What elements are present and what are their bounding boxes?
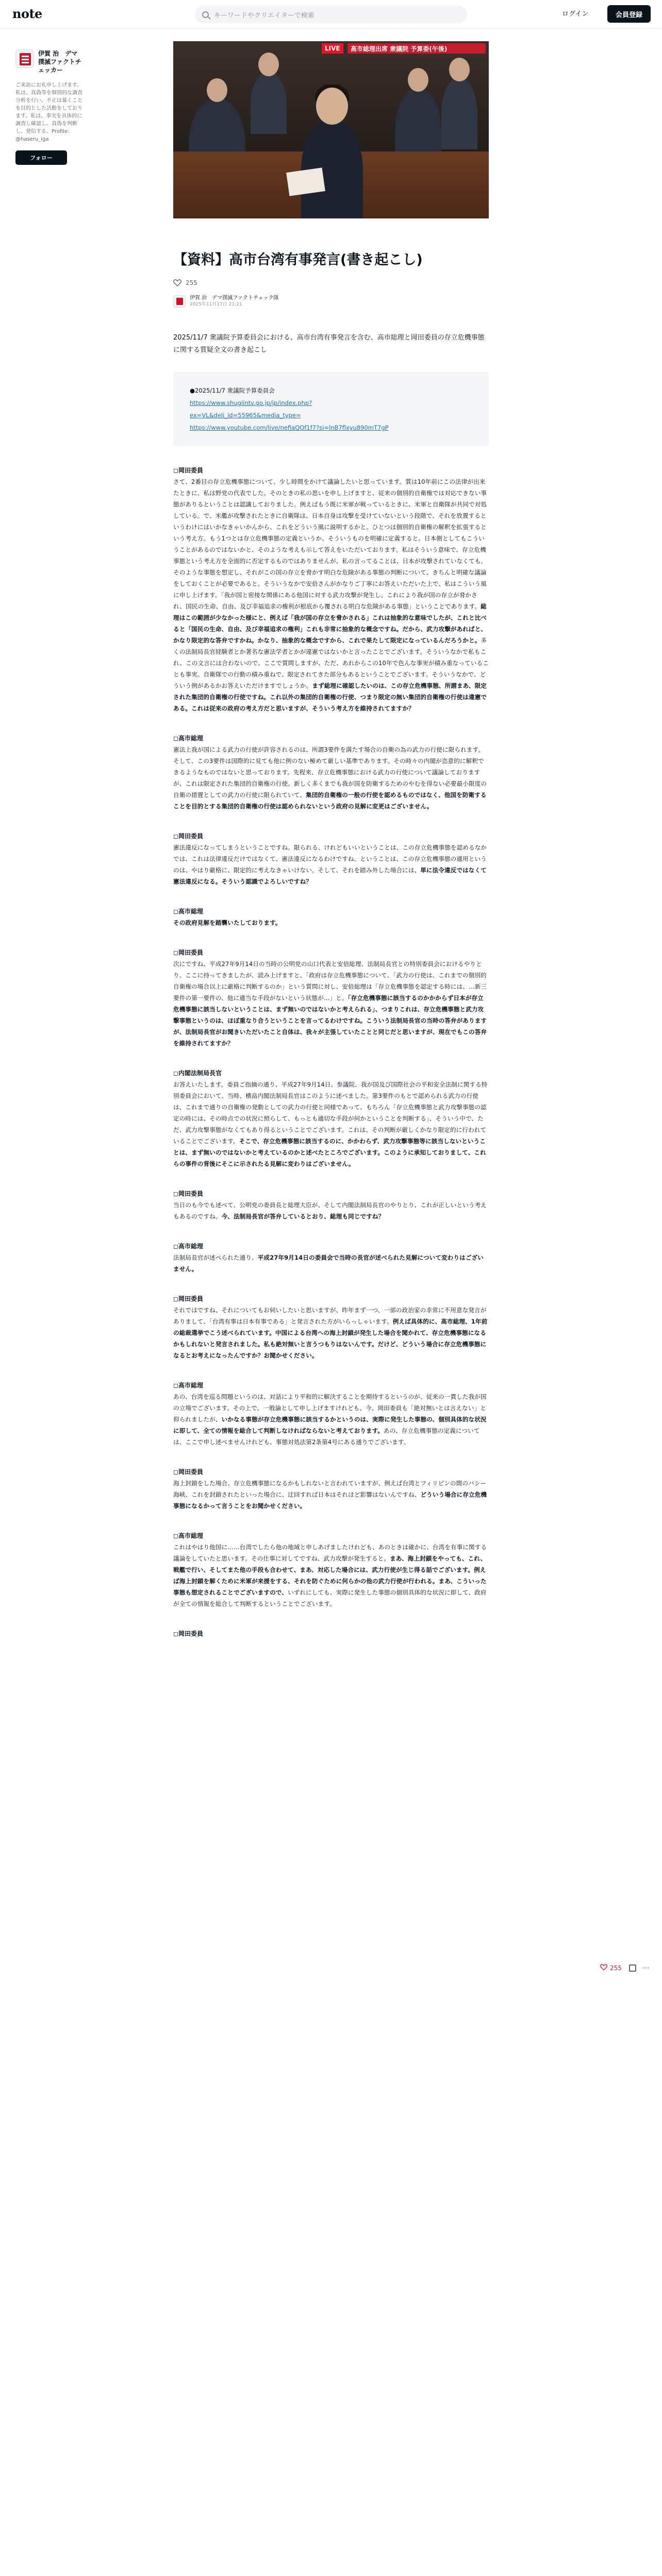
like-count: 255 <box>186 279 197 286</box>
plain-text: あの、存立危機事態の定義については、ここで申し述べませんけれども、事態対処法第2条第4号にある通りでございます。 <box>173 1427 480 1446</box>
floating-like-count: 255 <box>610 1964 622 1972</box>
creator-avatar[interactable] <box>15 49 34 68</box>
speaker-label: ◻︎内閣法制局長官 <box>173 1070 222 1077</box>
emphasis-text: いかなる事態が存立危機事態に該当するかというのは、実際に発生した事態の、個別具体的な状況に即して、全ての情報を総合して判断しなければならないと考えております。 <box>173 1416 487 1434</box>
emphasis-text: 平成27年9月14日の委員会で当時の長官が述べられた見解について変わりはございません。 <box>173 1254 484 1273</box>
speech-text <box>173 1304 489 1361</box>
live-badge: LIVE <box>322 43 343 54</box>
plain-text: あの、台湾を巡る問題というのは、対話により平和的に解決することを期待するというのが、従来の一貫した我が国の立場でございます。その上で、一般論として申し上げますけれども、今、岡田委員も「絶対無いとは言えない」と仰られましたが、 <box>173 1393 487 1423</box>
login-link[interactable]: ログイン <box>562 10 589 18</box>
plain-text: 次にですね、平成27年9月14日の当時の公明党の山口代表と安倍総理、法制局長官との特別委員会におけるやりとり。ここに持ってきましたが、読み上げますと、「政府は存立危機事態について、「武力の行使は、これまでの個別的自衛権の場合以上に厳格に判断するのか」という質問に対し、安倍総理は「存立危機事態を認定する時には、…新三要件の第一要件の、他に適当な手段がないという状態が…」と。 <box>173 960 487 1002</box>
speech-text <box>173 1079 489 1170</box>
plain-text: 多くの法制局長官経験者とか著名な憲法学者とかが違憲ではないかと言ったことでございます。そういうなかで私もこれ、この文言には合わないので、ここで質問しますが、ただ、あれからこの10年で色んな事実が積み重なっていることも事実。自衛隊での行動の積み重ねで、限定されてきた部分もあるということでございます。そういうなかで、どういう例があるかお答えいただけますでしょうか。 <box>173 637 489 689</box>
speaker-label: ◻︎高市総理 <box>173 1243 203 1250</box>
top-bar <box>0 0 662 29</box>
transcript <box>173 465 489 1639</box>
speaker-label: ◻︎高市総理 <box>173 1532 203 1539</box>
emphasis-text: 例えば具体的に、高市総理、1年前の総裁選挙でこう述べられています。中国による台湾への海上封鎖が発生した場合を聞かれて、存立危機事態になるかもしれないと発言されました。私も絶対無いと言うつもりはないんです。だけど、どういう場合に存立危機事態になるとお考えになったんですか？お聞かせください。 <box>173 1318 488 1359</box>
author-row <box>173 295 489 308</box>
plain-text: お答えいたします。委員ご指摘の通り、平成27年9月14日、参議院、我が国及び国際社会の平和安全法制に関する特別委員会において、当時、横畠内閣法制局長官はこのように述べました。第3要件のもとで認められる武力の行使は、これまで通りの自衛権の発動としての武力の行使と同様であって、もちろん「存立危機事態と武力攻撃事態の認定の時には、その時点での状況に照らして、もっとも適切な手段が何かということを判断する」、そういう中で、ただ、武力攻撃事態がなくてもあり得るということでございます。これは、その判断が厳しくかなり限定的に行われていることでございます。 <box>173 1081 488 1145</box>
speech-text <box>173 1541 489 1609</box>
emphasis-text: その政府見解を踏襲いたしております。 <box>173 919 282 926</box>
follow-label: フォロー <box>30 155 53 161</box>
speaker-label: ◻︎高市総理 <box>173 1382 203 1389</box>
source-link-1[interactable]: https://www.shugiintv.go.jp/jp/index.php? <box>190 399 312 406</box>
transcript-section <box>173 1293 489 1361</box>
share-icon[interactable] <box>629 1964 636 1972</box>
author-avatar[interactable] <box>173 295 186 308</box>
live-caption: 高市総理出席 衆議院 予算委(午後) <box>347 43 486 54</box>
speech-text <box>173 1478 489 1512</box>
speaker-label: ◻︎岡田委員 <box>173 833 203 840</box>
article <box>173 41 489 1639</box>
emphasis-text: 「存立危機事態に該当するのかかからず日本が存立危機事態に該当しないということは、まず無いのではないかと考えられる」、つまりこれは、存立危機事態と武力攻撃事態というのは、ほぼ重なり合うということを言ってるわけですね。こういう法制局長官の当時の答弁がありますが、法制局長官がお聞きいただいたこと自体は、我々が主張していたことと同じだと思いますが、現在でもこの答弁を維持されてますか？ <box>173 994 487 1047</box>
emphasis-text: そこで、存立危機事態に該当するのに、かかわらず、武力攻撃事態等に該当しないということは、まず無いのではないかと考えているのかと述べたところでございます。このように承知しておりまして、これらの事件の背後にそこに示されたる見解に変わりはございません。 <box>173 1138 486 1167</box>
article-lead: 2025/11/7 衆議院予算委員会における、高市台湾有事発言を含む、高市総理と岡田委員の存立危機事態に関する質疑全文の書き起こし <box>173 334 485 354</box>
speech-text <box>173 476 489 714</box>
speech-text <box>173 958 489 1049</box>
transcript-section <box>173 906 489 928</box>
creator-description: ご来訪にお礼申し上げます。私は、真偽等を個別的な調査分析を行い、不正は暴くことを目的とした活動をしております。私は、事実を具体的に調査し確認し、真偽を判断し、発信する。Profile：@haseru_iga <box>15 82 82 142</box>
transcript-section <box>173 1628 489 1639</box>
search-placeholder: キーワードやクリエイターで検索 <box>214 11 315 20</box>
creator-profile <box>15 49 82 165</box>
speaker-label: ◻︎岡田委員 <box>173 949 203 956</box>
plain-text: 憲法違反になってしまうということですね。限られる、けれどもいいということは、この存立危機事態を認めるなかでは、これは法律違反だけではなくて、憲法違反になるわけですね。ということは、この存立危機事態の適用というのは、やはり厳格に、限定的に考えなきゃいけない。そして、それを踏み外した場合には、 <box>173 844 487 874</box>
transcript-section <box>173 1188 489 1222</box>
source-date: ●2025/11/7 衆議院予算委員会 <box>190 387 275 394</box>
transcript-section <box>173 1466 489 1512</box>
plain-text: 憲法上我が国による武力の行使が許容されるのは、所謂3要件を満たす場合の自衛の為の武力の行使に限られます。そして、この3要件は国際的に見ても他に例のない極めて厳しい基準であります。その時々の内閣が恣意的に解釈できるようなものではないと思っております。先程来、存立危機事態における武力の行使について議論しておりますが、これは限定された集団的自衛権の行使。新しく多くまでも我が国を防衛するためのやむを得ない必要最小限度の自衛の措置としての武力の行使に限られていて、 <box>173 746 487 799</box>
speaker-label: ◻︎岡田委員 <box>173 1468 203 1476</box>
author-name[interactable]: 伊賀 治 デマ撲滅ファクトチェック隊 <box>190 295 279 301</box>
speech-text <box>173 1252 489 1275</box>
speaker-label: ◻︎岡田委員 <box>173 1190 203 1197</box>
plain-text: これはやはり他国に……台湾でしたら他の地域と申しあげましたけれども、あのときは確かに、台湾を有事に関する議論をしていたと思います。その仕事に対してですね、武力攻撃が発生すると。 <box>173 1544 487 1562</box>
emphasis-text: 総理はこの範囲が少なかった様にと、例えば「我が国の存立を脅かされる」これは抽象的な意味でしたが、これと比べると「国民の生命、自由、及び幸福追求の権利」これも非常に抽象的な概念ですね。だから、武力攻撃があればと、かなり限定的な答弁ですかね。かなり、抽象的な概念ですから、これで果たして限定になっているんだろうかと。 <box>173 603 487 644</box>
plain-text: いずれにしても、実際に発生した事態の個別具体的な状況に即して、政府が全ての情報を総合して判断するということでございます。 <box>173 1589 487 1607</box>
heart-icon[interactable] <box>600 1964 607 1972</box>
more-icon[interactable]: ⋯ <box>642 1964 650 1972</box>
transcript-section <box>173 1067 489 1170</box>
transcript-section <box>173 831 489 887</box>
creator-name[interactable]: 伊賀 治 デマ撲滅ファクトチェッカー <box>38 50 81 74</box>
plain-text: 海上封鎖をした場合、存立危機事態になるかもしれないと言われていますが、例えば台湾とフィリピンの間のバシー海峡、これを封鎖されたといった場合に、迂回すれば日本はそれほど影響はないんですね、 <box>173 1480 487 1498</box>
heart-icon[interactable] <box>173 279 181 286</box>
plain-text: それではですね、それについてもお伺いしたいと思いますが、昨年まず一つ、一部の政治家の非常に不用意な発言がありまして、「台湾有事は日本有事である」と発言された方がいらっしゃいます。 <box>173 1307 487 1325</box>
transcript-section <box>173 1241 489 1275</box>
note-logo[interactable]: note <box>12 6 42 21</box>
transcript-section <box>173 1380 489 1448</box>
source-box <box>173 372 489 446</box>
speech-text <box>173 744 489 812</box>
follow-button[interactable] <box>15 150 67 165</box>
emphasis-text: 単に法令違反ではなくて憲法違反になる。そういう認識でよろしいですね？ <box>173 867 487 885</box>
article-title: 【資料】高市台湾有事発言(書き起こし) <box>173 252 423 268</box>
signup-button[interactable]: 会員登録 <box>607 5 651 23</box>
speaker-label: ◻︎高市総理 <box>173 735 203 742</box>
emphasis-text: どういう場合に存立危機事態になるかって言うことをお聞かせください。 <box>173 1491 487 1510</box>
emphasis-text: まず総理に確認したいのは、この存立危機事態、所謂まあ、限定された集団的自衛権の行使ですね。これ以外の集団的自衛権の行使、つまり限定の無い集団的自衛権の行使は違憲である。これは従来の政府の考え方だと思いますが、そういう考え方を維持されてますか？ <box>173 682 487 712</box>
speaker-label: ◻︎岡田委員 <box>173 467 203 474</box>
speech-text <box>173 917 489 928</box>
eyecatch-image <box>173 41 489 218</box>
transcript-section <box>173 947 489 1049</box>
emphasis-text: まあ、海上封鎖をやっても、これ、戦艦で行い、そしてまた他の手段も合わせて、まあ、対応した場合には、武力行使が生じ得る話でございます。例えば海上封鎖を解くために米軍が来援をする、それを防ぐために何らかの他の武力行使が行われる。まあ、こういった事態も想定されることでございますので、 <box>173 1555 487 1596</box>
emphasis-text: 集団的自衛権の一般の行使を認めるものではなく、他国を防衛することを目的とする集団的自衛権の行使は認められないという政府の見解に変更はございません。 <box>173 791 487 810</box>
speech-text <box>173 1199 489 1222</box>
speaker-label: ◻︎岡田委員 <box>173 1295 203 1302</box>
search-input[interactable] <box>195 6 467 23</box>
source-link-3[interactable]: https://www.youtube.com/live/nefiaQOf1f7?si=lnB7flxyu890mT7gP <box>190 424 389 431</box>
search-icon <box>202 11 209 18</box>
transcript-section <box>173 465 489 714</box>
source-link-2[interactable]: ex=VL&deli_id=55965&media_type= <box>190 412 301 419</box>
transcript-section <box>173 1530 489 1609</box>
plain-text: 法制局長官が述べられた通り、 <box>173 1254 258 1261</box>
speaker-label: ◻︎岡田委員 <box>173 1630 203 1637</box>
plain-text: 当日のも今でも述べて、公明党の委員長と総理大臣が、そして内閣法制局長官のやりとり、これが正しいという考えもあるのですね。 <box>173 1201 487 1220</box>
speech-text <box>173 842 489 887</box>
plain-text: さて、2番目の存立危機事態について、少し時間をかけて議論したいと思っています。質は10年前にこの法律が出来たときに、私は野党の代表でした。そのときの私の思いを申し上げますと、従来の個別的自衛権では対応できない事態がありるということは認識しておりました。例えばもう既に米軍が戦っているときに、米軍と自衛隊が共同で対処している。で、米艦が攻撃されたときに自衛隊は、日本自身は攻撃を受けていないという段階で、それを放置するというわけにはいかなきゃいかんから、これをどういう風に説明するかと。ひとつは個別的自衛権の解釈を拡張するという考え方。もう1つとは存立危機事態の定義というか、そういうものを明確に定義すると。日本側としてもこういうことがあるのではないかと、そのような考えも示して答えをいただいております。私はそういう意味で、存立危機事態という考え方を全面的に否定するものではありませんが、私の言ってることは、日本が攻撃されていなくても、そのような事態を想定し、それがこの国の存立を脅かす明白な危険がある事態の判断について、きちんと明確な議論をしておくことが必要であると。そういうなかで安倍さんがかなりご丁寧にお答えいただいた上で、私はこういう風に申し上げます。「我が国と密接な関係にある他国に対する武力攻撃が発生し、これにより我が国の存立が脅かされ、国民の生命、自由、及び幸福追求の権利が根底から覆される明白な危険がある事態」ということであります。 <box>173 478 487 610</box>
floating-action-bar <box>600 1964 650 1972</box>
emphasis-text: 今、法制局長官が答弁しているとおり、総理も同じですね？ <box>221 1213 385 1220</box>
publish-date: 2025年11月17日 21:21 <box>190 302 242 307</box>
transcript-section <box>173 733 489 812</box>
speaker-label: ◻︎高市総理 <box>173 908 203 915</box>
speech-text <box>173 1391 489 1448</box>
like-row[interactable] <box>173 279 489 286</box>
